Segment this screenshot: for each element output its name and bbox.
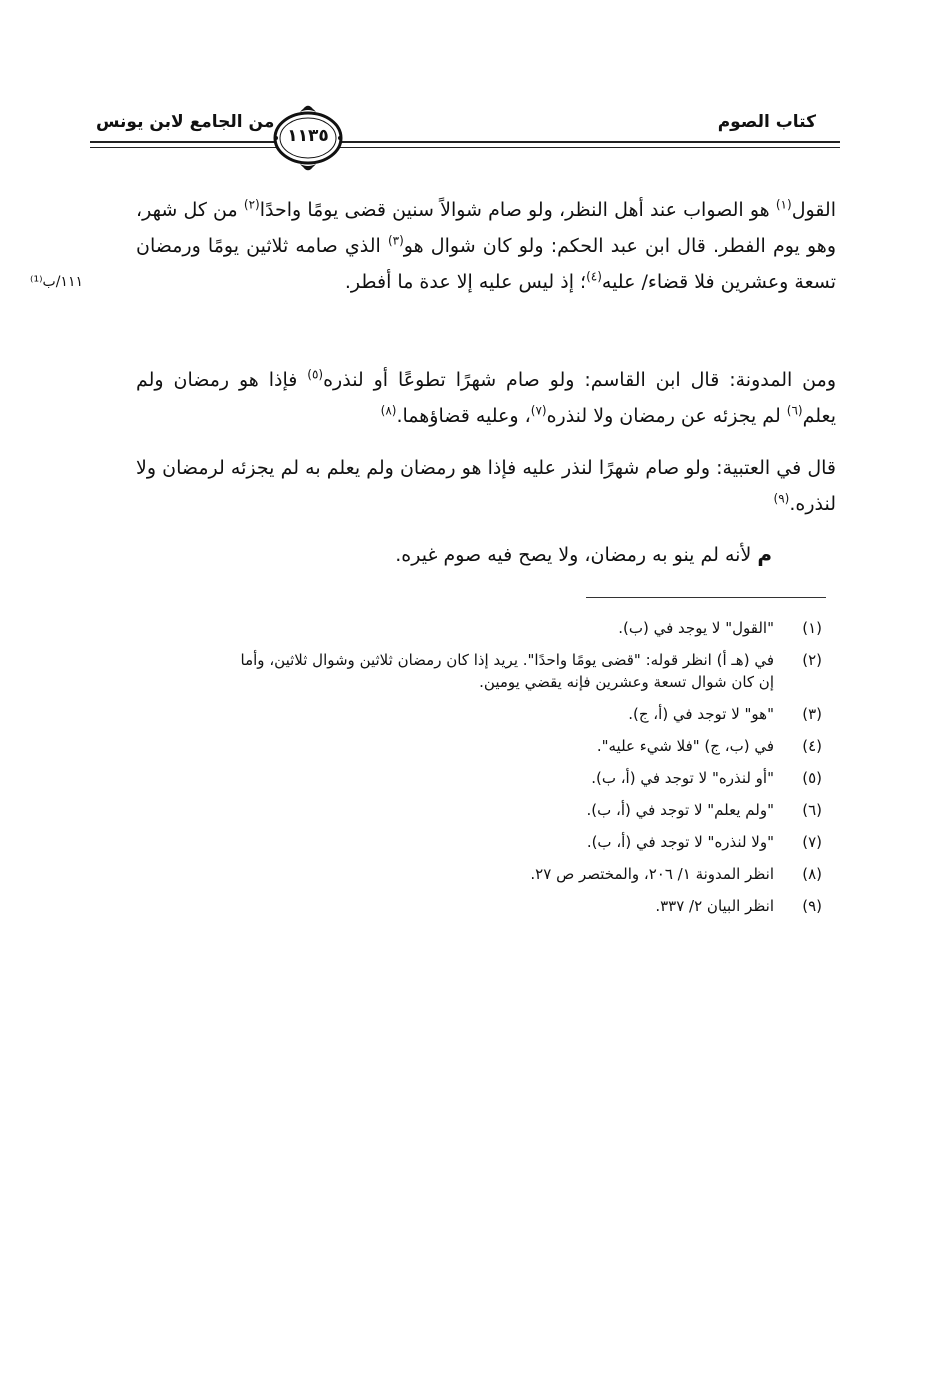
footnote-number: (٤) bbox=[802, 737, 822, 755]
footnote-text: "هو" لا توجد في (أ، ج). bbox=[628, 705, 774, 723]
footnote-text: انظر البيان ٢/ ٣٣٧. bbox=[655, 897, 774, 915]
footnote-number: (٥) bbox=[802, 769, 822, 787]
footnote-ref: (٣) bbox=[387, 233, 404, 248]
footnote-ref: (٨) bbox=[380, 403, 397, 418]
text-span: ومن المدونة: قال ابن القاسم: ولو صام شهرًا تطوعًا أو لنذره bbox=[323, 369, 836, 391]
footnote-ref: (٦) bbox=[786, 403, 803, 418]
footnote-number: (٣) bbox=[802, 705, 822, 723]
footnote-ref: (٩) bbox=[773, 491, 790, 506]
footnote-text: في (ب، ج) "فلا شيء عليه". bbox=[596, 737, 774, 755]
footnote-ref: (٢) bbox=[243, 197, 260, 212]
footnote-ref: (١) bbox=[775, 197, 792, 212]
footnote-3 bbox=[120, 698, 822, 730]
text-span: لم يجزئه عن رمضان ولا لنذره bbox=[546, 405, 787, 427]
paragraph-1 bbox=[136, 192, 836, 300]
text-span: ، وعليه قضاؤهما. bbox=[396, 405, 531, 427]
footnote-separator bbox=[586, 597, 826, 598]
footnote-text: "القول" لا يوجد في (ب). bbox=[618, 619, 774, 637]
text-span: لأنه لم ينو به رمضان، ولا يصح فيه صوم غيره. bbox=[395, 544, 758, 566]
footnote-7 bbox=[120, 826, 822, 858]
author-comment-marker: م bbox=[757, 542, 772, 566]
footnote-ref: (٤) bbox=[586, 269, 602, 284]
manuscript-folio-note: ١١١/ب⁽¹⁾ bbox=[30, 274, 83, 290]
main-text-4 bbox=[136, 536, 836, 573]
text-span: من كل شهر، وهو يوم الفطر. قال ابن عبد الحكم: ولو كان شوال هو bbox=[136, 199, 836, 257]
paragraph-3 bbox=[136, 450, 836, 522]
page-number-medallion bbox=[270, 100, 346, 174]
footnote-text: "ولم يعلم" لا توجد في (أ، ب). bbox=[586, 801, 774, 819]
header-rule bbox=[90, 141, 840, 143]
text-span: هو الصواب عند أهل النظر، ولو صام شوالاً سنين قضى يومًا واحدًا bbox=[259, 199, 776, 221]
paragraph-2 bbox=[136, 362, 836, 434]
text-span: القول bbox=[791, 199, 836, 221]
source-title: من الجامع لابن يونس bbox=[96, 112, 275, 132]
main-text-2 bbox=[136, 362, 874, 434]
text-span: فإذا هو رمضان ولم يعلم bbox=[136, 369, 836, 427]
page-number: ١١٣٥ bbox=[287, 126, 329, 146]
text-span: الذي صامه ثلاثين يومًا ورمضان تسعة وعشرين فلا قضاء/ عليه bbox=[136, 235, 836, 293]
footnote-1 bbox=[120, 612, 822, 644]
footnote-number: (٩) bbox=[802, 897, 822, 915]
footnote-9 bbox=[120, 890, 822, 922]
header-rule-thin bbox=[90, 147, 840, 148]
footnote-8 bbox=[120, 858, 822, 890]
paragraph-4 bbox=[136, 536, 772, 573]
footnote-text: في (هـ أ) انظر قوله: "قضى يومًا واحدًا". يريد إذا كان رمضان ثلاثين وشوال ثلاثين، وأما bbox=[240, 651, 774, 669]
footnote-text: انظر المدونة ١/ ٢٠٦، والمختصر ص ٢٧. bbox=[530, 865, 774, 883]
footnote-text-continued: إن كان شوال تسعة وعشرين فإنه يقضي يومين. bbox=[479, 673, 774, 691]
main-text bbox=[136, 192, 836, 300]
footnote-text: "أو لنذره" لا توجد في (أ، ب). bbox=[591, 769, 774, 787]
footnote-number: (٢) bbox=[802, 651, 822, 669]
footnote-number: (٦) bbox=[802, 801, 822, 819]
footnote-5 bbox=[120, 762, 822, 794]
footnote-text: "ولا لنذره" لا توجد في (أ، ب). bbox=[586, 833, 774, 851]
footnote-ref: (٧) bbox=[530, 403, 547, 418]
text-span: ؛ إذ ليس عليه إلا عدة ما أفطر. bbox=[344, 271, 587, 293]
footnote-4 bbox=[120, 730, 822, 762]
footnote-number: (٧) bbox=[802, 833, 822, 851]
footnote-number: (٨) bbox=[802, 865, 822, 883]
main-text-3 bbox=[136, 450, 874, 522]
chapter-title: كتاب الصوم bbox=[717, 112, 816, 132]
footnote-number: (١) bbox=[802, 619, 822, 637]
text-span: قال في العتبية: ولو صام شهرًا لنذر عليه فإذا هو رمضان ولم يعلم به لم يجزئه لرمضان ولا لنذره. bbox=[136, 457, 836, 515]
footnote-6 bbox=[120, 794, 822, 826]
footnote-ref: (٥) bbox=[307, 367, 324, 382]
footnotes bbox=[120, 612, 822, 922]
